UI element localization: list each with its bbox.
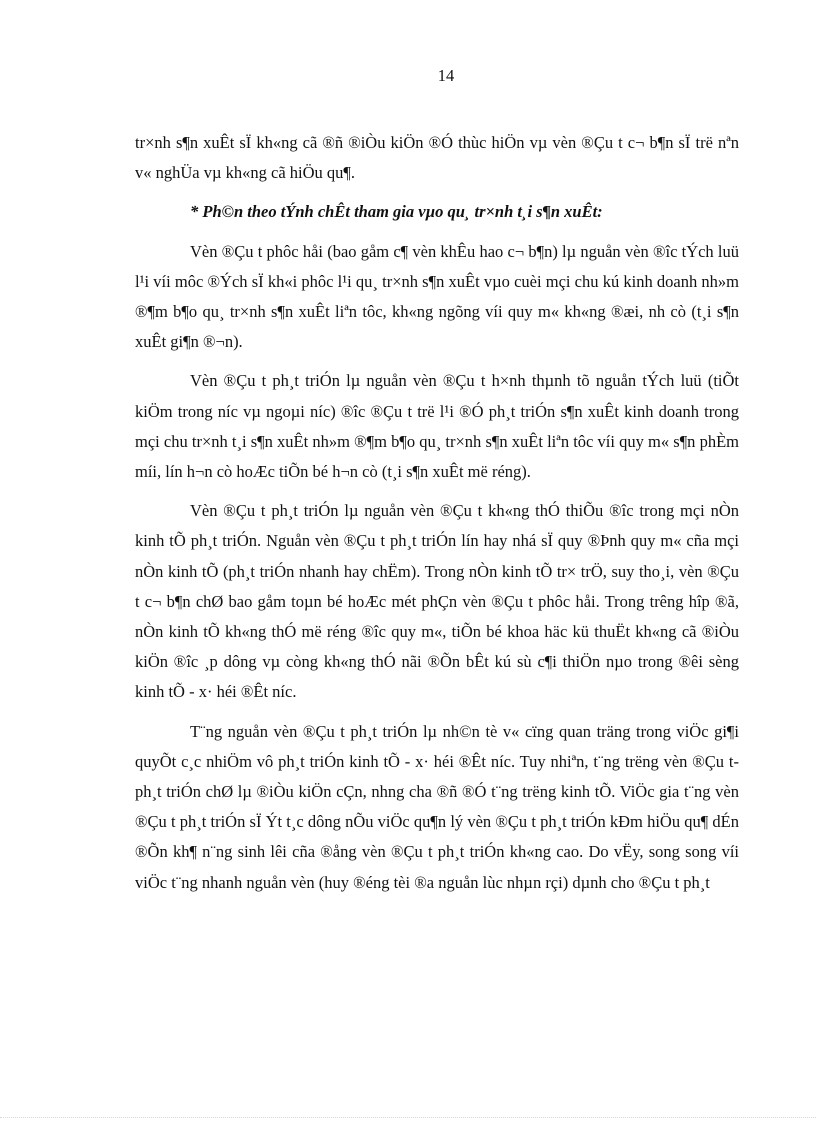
page-number: 14	[437, 66, 455, 85]
section-heading: * Ph©n theo tÝnh chÊt tham gia vµo qu¸ tr×nh t¸i s¶n xuÊt:	[190, 202, 603, 222]
paragraph-capital-growth: T¨ng nguån vèn ®Çu t ph¸t triÓn lµ nh©n tè v« cïng quan träng trong viÖc gi¶i quyÕt c¸c nhiÖm vô ph¸t triÓn kinh tÕ - x· héi ®Êt níc. Tuy nhiªn, t¨ng trëng vèn ®Çu t ph¸t triÓn chØ lµ ®iÒu kiÖn cÇn, nhng cha ®ñ ®Ó t¨ng trëng kinh tÕ. ViÖc gia t¨ng vèn ®Çu t ph¸t triÓn sÏ Ýt t¸c dông nÕu viÖc qu¶n lý vèn ®Çu t ph¸t triÓn kÐm hiÖu qu¶ dÉn ®Õn kh¶ n¨ng sinh lêi cña ®ång vèn ®Çu t ph¸t triÓn kh«ng cao. Do vËy, song song víi viÖc t¨ng nhanh nguån vèn (huy ®éng tèi ®a nguån lùc nhµn rçi) dµnh cho ®Çu t ph¸t	[135, 721, 739, 892]
page-bottom-rule	[0, 1117, 816, 1118]
paragraph-development-capital: Vèn ®Çu t ph¸t triÓn lµ nguån vèn ®Çu t h×nh thµnh tõ nguån tÝch luü (tiÕt kiÖm trong níc vµ ngoµi níc) ®îc ®Çu t trë l¹i ®Ó ph¸t triÓn s¶n xuÊt kinh doanh trong mçi chu tr×nh t¸i s¶n xuÊt nh»m ®¶m b¶o qu¸ tr×nh s¶n xuÊt liªn tôc víi quy m« s¶n phÈm míi, lín h¬n cò hoÆc tiÕn bé h¬n cò (t¸i s¶n xuÊt më réng).	[135, 371, 739, 482]
paragraph-continuation: tr×nh s¶n xuÊt sÏ kh«ng cã ®ñ ®iÒu kiÖn ®Ó thùc hiÖn vµ vèn ®Çu t c¬ b¶n sÏ trë nªn v« nghÜa vµ kh«ng cã hiÖu qu¶.	[135, 133, 739, 183]
body-text	[135, 128, 739, 907]
paragraph-recovery-capital: Vèn ®Çu t phôc håi (bao gåm c¶ vèn khÊu hao c¬ b¶n) lµ nguån vèn ®îc tÝch luü l¹i víi môc ®Ých sÏ kh«i phôc l¹i qu¸ tr×nh s¶n xuÊt vµo cuèi mçi chu kú kinh doanh nh»m ®¶m b¶o qu¸ tr×nh s¶n xuÊt liªn tôc, kh«ng ngõng víi quy m« kh«ng ®æi, nh cò (t¸i s¶n xuÊt gi¶n ®¬n).	[135, 241, 739, 352]
paragraph-development-importance: Vèn ®Çu t ph¸t triÓn lµ nguån vèn ®Çu t kh«ng thÓ thiÕu ®îc trong mçi nÒn kinh tÕ ph¸t triÓn. Nguån vèn ®Çu t ph¸t triÓn lín hay nhá sÏ quy ®Þnh quy m« cña mçi nÒn kinh tÕ (ph¸t triÓn nhanh hay chËm). Trong nÒn kinh tÕ tr× trÖ, suy tho¸i, vèn ®Çu t c¬ b¶n chØ bao gåm toµn bé hoÆc mét phÇn vèn ®Çu t phôc håi. Trong trêng hîp ®ã, nÒn kinh tÕ kh«ng thÓ më réng ®îc quy m«, tiÕn bé khoa häc kü thuËt kh«ng cã ®iÒu kiÖn ®îc ¸p dông vµ còng kh«ng thÓ nãi ®Õn bÊt kú sù c¶i thiÖn nµo trong ®êi sèng kinh tÕ - x· héi ®Êt níc.	[135, 501, 739, 702]
